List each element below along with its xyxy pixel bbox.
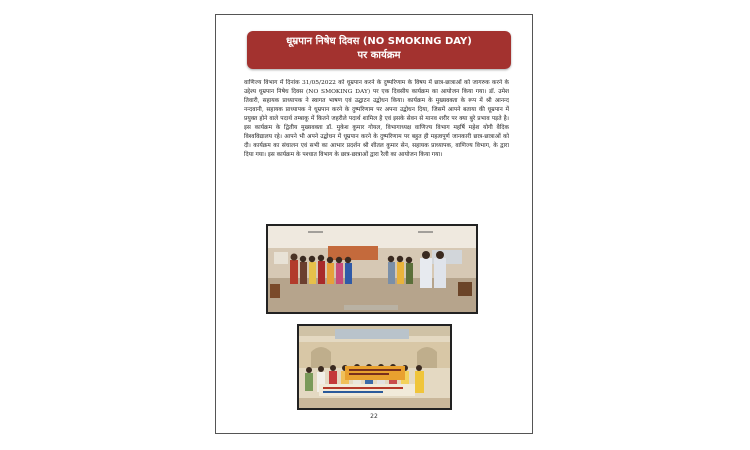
document-page [215, 14, 533, 434]
body-paragraph: वाणिज्य विभाग में दिनांक 31/05/2022 को धूम्रपान करने के दुष्परिणाम के विषय में छात्र-छात्राओं को जागरुक करने के उद्देश्य धूम्रपान निषेध दिवस (NO SMOKING DAY) पर एक दिवसीय कार्यक्रम का आयोजन किया गया। डॉ. उमेश तिवारी, सहायक प्राध्यापक ने स्वागत भाषण एवं उद्घाटन उद्बोधन किया। कार्यक्रम के मुख्यवक्ता के रूप में श्री आनन्द नन्दवानी, सहायक प्राध्यापक ने धूम्रपान करने के दुष्परिणाम पर अपना उद्बोधन दिया, जिसमें आपने बताया की धूम्रपान में प्रयुक्त होने वाले पदार्थ तम्बाकू में कितने जहरीले पदार्थ शामिल है एवं इसके सेवन से मानव शरीर पर क्या बुरे प्रभाव पड़ते है। इस कार्यक्रम के द्वितीय मुख्यवक्ता डॉ. मुकेश कुमार गोयल, विभागाध्यक्ष वाणिज्य विभाग महर्षि महेश योगी वैदिक विश्वविद्यालय रहे। आपने भी अपने उद्बोधन में धूम्रपान करने के दुष्परिणाम पर बहुत ही महत्वपूर्ण जानकारी छात्र-छात्राओं को दी। कार्यक्रम का संचालन एवं सभी का आभार प्रदर्शन श्री शीतल कुमार सेन, सहायक प्राध्यापक, वाणिज्य विभाग, के द्वारा दिया गया। इस कार्यक्रम के पश्चात विभाग के छात्र-छात्राओं द्वारा रैली का आयोजन किया गया। [244, 80, 509, 158]
title-line-2: पर कार्यक्रम [357, 50, 401, 61]
event-photo-rally [297, 324, 452, 410]
title-banner [247, 31, 511, 69]
hall-photo-image [268, 226, 476, 312]
rally-photo-image [299, 326, 450, 408]
title-line-1: धूम्रपान निषेध दिवस (NO SMOKING DAY) [286, 36, 472, 47]
page-number: 22 [370, 413, 378, 420]
event-photo-hall [266, 224, 478, 314]
